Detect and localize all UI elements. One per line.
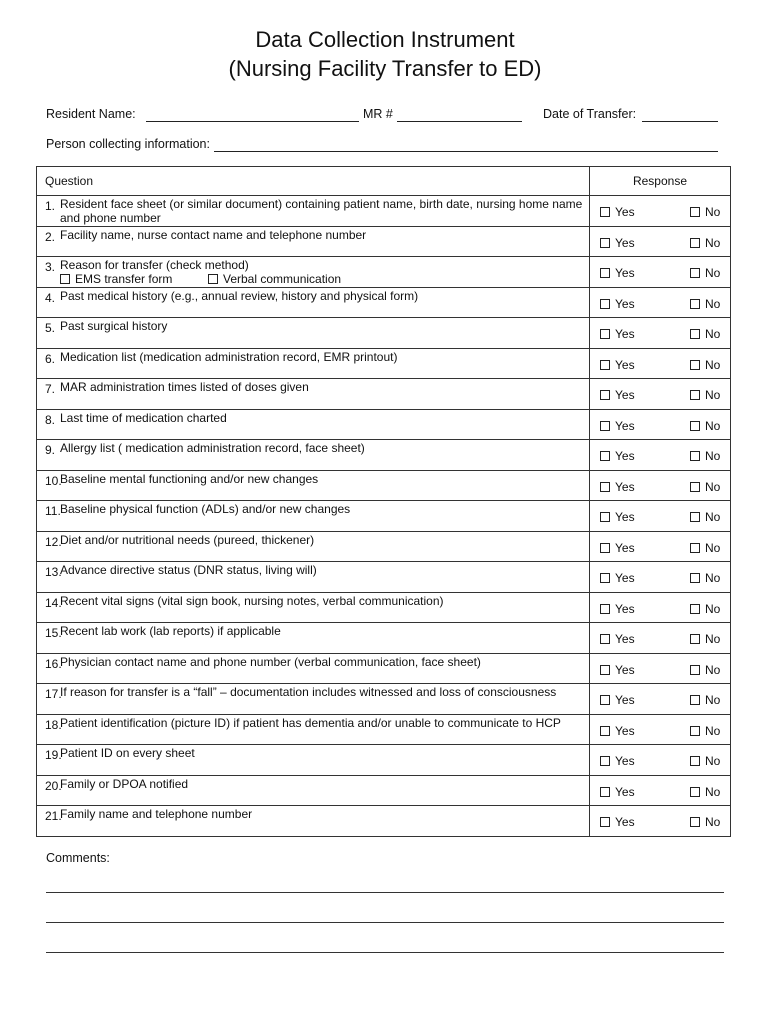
- response-cell: [590, 226, 731, 257]
- no-option[interactable]: [690, 663, 720, 677]
- checkbox-icon[interactable]: [690, 451, 700, 461]
- response-cell: [590, 775, 731, 806]
- question-text: Facility name, nurse contact name and telephone number: [60, 227, 367, 242]
- no-label: No: [705, 327, 721, 341]
- response-cell: [590, 440, 731, 471]
- response-cell: [590, 684, 731, 715]
- yes-label: Yes: [615, 815, 635, 829]
- question-number: 11.: [45, 504, 61, 518]
- checkbox-icon[interactable]: [600, 482, 610, 492]
- question-cell: [37, 470, 590, 501]
- question-cell: [37, 562, 590, 593]
- checkbox-icon[interactable]: [690, 299, 700, 309]
- yes-option[interactable]: [600, 541, 635, 555]
- no-option[interactable]: [690, 510, 720, 524]
- person-collecting-label: Person collecting information:: [46, 137, 210, 151]
- question-cell: [37, 531, 590, 562]
- page-title: [0, 25, 770, 83]
- yes-label: Yes: [615, 601, 635, 616]
- checkbox-icon[interactable]: [600, 695, 610, 705]
- no-label: No: [705, 540, 721, 555]
- question-cell: [37, 257, 590, 288]
- response-cell: [590, 196, 731, 227]
- no-label: No: [705, 388, 721, 402]
- checkbox-icon[interactable]: [600, 634, 610, 644]
- checkbox-icon[interactable]: [600, 451, 610, 461]
- question-number: 18.: [45, 717, 62, 732]
- questions-body: [37, 196, 731, 837]
- no-option[interactable]: [690, 785, 720, 799]
- question-text: Past surgical history: [60, 319, 168, 333]
- question-text: Family name and telephone number: [60, 807, 253, 821]
- question-number: 13.: [45, 565, 62, 579]
- checkbox-icon[interactable]: [600, 360, 610, 370]
- checkbox-icon[interactable]: [600, 421, 610, 431]
- yes-option[interactable]: [600, 724, 635, 738]
- comments-line-1[interactable]: [46, 892, 724, 893]
- yes-label: Yes: [615, 723, 635, 738]
- transfer-method-option[interactable]: [208, 272, 341, 286]
- yes-label: Yes: [615, 388, 635, 402]
- response-cell: [590, 653, 731, 684]
- question-row: [37, 745, 731, 776]
- yes-label: Yes: [615, 327, 635, 341]
- question-number: 6.: [45, 351, 56, 366]
- checkbox-icon[interactable]: [690, 482, 700, 492]
- question-text: Baseline mental functioning and/or new changes: [60, 471, 319, 486]
- question-cell: [37, 409, 590, 440]
- yes-option[interactable]: [600, 602, 635, 616]
- question-row: [37, 684, 731, 715]
- question-text: Family or DPOA notified: [60, 776, 189, 791]
- question-cell: [37, 745, 590, 776]
- checkbox-icon[interactable]: [690, 360, 700, 370]
- question-cell: [37, 318, 590, 349]
- no-label: No: [705, 632, 721, 646]
- transfer-method-option[interactable]: [60, 272, 208, 286]
- question-number: 19.: [45, 748, 62, 762]
- checkbox-icon[interactable]: [600, 268, 610, 278]
- checkbox-icon[interactable]: [600, 299, 610, 309]
- yes-label: Yes: [615, 693, 635, 707]
- no-label: No: [705, 662, 721, 677]
- question-row: [37, 592, 731, 623]
- checkbox-icon[interactable]: [600, 390, 610, 400]
- yes-label: Yes: [615, 571, 635, 585]
- no-option[interactable]: [690, 571, 720, 585]
- no-option[interactable]: [690, 236, 720, 250]
- yes-label: Yes: [615, 235, 635, 250]
- question-row: [37, 531, 731, 562]
- question-row: [37, 318, 731, 349]
- yes-option[interactable]: [600, 419, 635, 433]
- yes-option[interactable]: [600, 388, 635, 402]
- question-row: [37, 379, 731, 410]
- no-option[interactable]: [690, 602, 720, 616]
- question-number: 16.: [45, 656, 62, 671]
- questions-table: [36, 166, 731, 837]
- checkbox-icon[interactable]: [690, 543, 700, 553]
- yes-option[interactable]: [600, 205, 635, 219]
- person-collecting-field[interactable]: [214, 151, 718, 152]
- mr-field[interactable]: [397, 121, 522, 122]
- no-option[interactable]: [690, 754, 720, 768]
- yes-label: Yes: [615, 357, 635, 372]
- question-number: 17.: [45, 687, 62, 701]
- question-row: [37, 257, 731, 288]
- checkbox-icon[interactable]: [690, 512, 700, 522]
- no-option[interactable]: [690, 388, 720, 402]
- yes-label: Yes: [615, 205, 635, 219]
- question-number: 12.: [45, 534, 62, 549]
- yes-label: Yes: [615, 662, 635, 677]
- question-row: [37, 775, 731, 806]
- checkbox-icon[interactable]: [690, 573, 700, 583]
- question-row: [37, 806, 731, 837]
- response-cell: [590, 531, 731, 562]
- no-label: No: [705, 449, 721, 463]
- question-row: [37, 196, 731, 227]
- yes-option[interactable]: [600, 327, 635, 341]
- no-label: No: [705, 357, 721, 372]
- question-text: Reason for transfer (check method): [60, 258, 249, 272]
- yes-option[interactable]: [600, 266, 635, 280]
- question-text: Recent vital signs (vital sign book, nursing notes, verbal communication): [60, 593, 444, 608]
- yes-option[interactable]: [600, 663, 635, 677]
- checkbox-icon[interactable]: [690, 390, 700, 400]
- no-option[interactable]: [690, 266, 720, 280]
- no-label: No: [705, 815, 721, 829]
- no-option[interactable]: [690, 693, 720, 707]
- checkbox-icon[interactable]: [690, 817, 700, 827]
- checkbox-icon[interactable]: [600, 573, 610, 583]
- question-row: [37, 470, 731, 501]
- response-cell: [590, 562, 731, 593]
- question-text: Advance directive status (DNR status, living will): [60, 563, 317, 577]
- no-label: No: [705, 723, 721, 738]
- question-number: 5.: [45, 321, 56, 335]
- yes-option[interactable]: [600, 571, 635, 585]
- question-cell: [37, 714, 590, 745]
- no-option[interactable]: [690, 419, 720, 433]
- comments-label: Comments:: [46, 851, 110, 865]
- comments-line-2[interactable]: [46, 922, 724, 923]
- question-row: [37, 501, 731, 532]
- question-column-header: Question: [37, 167, 590, 196]
- response-cell: [590, 470, 731, 501]
- no-option[interactable]: [690, 541, 720, 555]
- resident-name-field[interactable]: [146, 121, 359, 122]
- question-cell: [37, 379, 590, 410]
- question-text: Allergy list ( medication administration record, face sheet): [60, 441, 365, 455]
- yes-label: Yes: [615, 449, 635, 463]
- question-row: [37, 348, 731, 379]
- checkbox-icon[interactable]: [600, 543, 610, 553]
- response-cell: [590, 501, 731, 532]
- no-label: No: [705, 266, 721, 280]
- response-cell: [590, 318, 731, 349]
- checkbox-icon[interactable]: [690, 329, 700, 339]
- checkbox-icon[interactable]: [690, 695, 700, 705]
- response-cell: [590, 287, 731, 318]
- question-cell: [37, 287, 590, 318]
- yes-label: Yes: [615, 296, 635, 311]
- no-label: No: [705, 571, 721, 585]
- checkbox-icon[interactable]: [600, 726, 610, 736]
- question-text: Medication list (medication administration record, EMR printout): [60, 349, 398, 364]
- checkbox-icon[interactable]: [690, 665, 700, 675]
- checkbox-icon[interactable]: [600, 604, 610, 614]
- question-text: Patient ID on every sheet: [60, 746, 195, 760]
- checkbox-icon[interactable]: [690, 787, 700, 797]
- checkbox-icon[interactable]: [60, 274, 70, 284]
- question-row: [37, 287, 731, 318]
- question-cell: [37, 775, 590, 806]
- question-number: 8.: [45, 412, 56, 427]
- question-text: If reason for transfer is a “fall” – documentation includes witnessed and loss of consciousness: [60, 685, 557, 699]
- response-column-header: Response: [590, 167, 731, 196]
- checkbox-icon[interactable]: [600, 238, 610, 248]
- response-cell: [590, 714, 731, 745]
- checkbox-icon[interactable]: [600, 817, 610, 827]
- yes-label: Yes: [615, 510, 635, 524]
- yes-option[interactable]: [600, 236, 635, 250]
- question-number: 14.: [45, 595, 62, 610]
- no-option[interactable]: [690, 358, 720, 372]
- question-row: [37, 226, 731, 257]
- yes-option[interactable]: [600, 480, 635, 494]
- yes-label: Yes: [615, 418, 635, 433]
- checkbox-icon[interactable]: [690, 726, 700, 736]
- no-option[interactable]: [690, 480, 720, 494]
- question-text: Physician contact name and phone number (verbal communication, face sheet): [60, 654, 481, 669]
- no-label: No: [705, 693, 721, 707]
- yes-option[interactable]: [600, 815, 635, 829]
- question-text: Patient identification (picture ID) if patient has dementia and/or unable to communicate to HCP: [60, 715, 561, 730]
- question-cell: [37, 440, 590, 471]
- no-label: No: [705, 479, 721, 494]
- yes-label: Yes: [615, 479, 635, 494]
- no-label: No: [705, 205, 721, 219]
- title-line-2: (Nursing Facility Transfer to ED): [228, 56, 542, 81]
- yes-option[interactable]: [600, 693, 635, 707]
- mr-label: MR #: [363, 107, 393, 121]
- question-cell: [37, 653, 590, 684]
- checkbox-icon[interactable]: [600, 665, 610, 675]
- checkbox-icon[interactable]: [690, 207, 700, 217]
- question-number: 21.: [45, 809, 62, 823]
- question-cell: [37, 501, 590, 532]
- date-of-transfer-label: Date of Transfer:: [543, 107, 637, 121]
- no-label: No: [705, 418, 721, 433]
- yes-label: Yes: [615, 784, 635, 799]
- question-row: [37, 409, 731, 440]
- table-header-row: [37, 167, 731, 196]
- yes-option[interactable]: [600, 297, 635, 311]
- question-text: MAR administration times listed of doses given: [60, 380, 309, 394]
- transfer-method-label: Verbal communication: [223, 272, 342, 286]
- question-row: [37, 623, 731, 654]
- no-option[interactable]: [690, 632, 720, 646]
- response-cell: [590, 257, 731, 288]
- question-text: Recent lab work (lab reports) if applicable: [60, 624, 281, 638]
- checkbox-icon[interactable]: [690, 238, 700, 248]
- question-number: 4.: [45, 290, 56, 305]
- response-cell: [590, 623, 731, 654]
- yes-option[interactable]: [600, 358, 635, 372]
- question-row: [37, 562, 731, 593]
- checkbox-icon[interactable]: [690, 268, 700, 278]
- yes-label: Yes: [615, 540, 635, 555]
- no-label: No: [705, 784, 721, 799]
- yes-option[interactable]: [600, 785, 635, 799]
- question-cell: [37, 348, 590, 379]
- no-option[interactable]: [690, 449, 720, 463]
- response-cell: [590, 379, 731, 410]
- checkbox-icon[interactable]: [600, 756, 610, 766]
- response-cell: [590, 745, 731, 776]
- checkbox-icon[interactable]: [690, 634, 700, 644]
- no-label: No: [705, 510, 721, 524]
- response-cell: [590, 806, 731, 837]
- question-text: Diet and/or nutritional needs (pureed, thickener): [60, 532, 315, 547]
- checkbox-icon[interactable]: [690, 604, 700, 614]
- question-text: Past medical history (e.g., annual review, history and physical form): [60, 288, 419, 303]
- yes-label: Yes: [615, 632, 635, 646]
- response-cell: [590, 592, 731, 623]
- question-cell: [37, 226, 590, 257]
- question-row: [37, 440, 731, 471]
- yes-option[interactable]: [600, 754, 635, 768]
- no-option[interactable]: [690, 297, 720, 311]
- response-cell: [590, 348, 731, 379]
- yes-label: Yes: [615, 754, 635, 768]
- resident-name-label: Resident Name:: [46, 107, 136, 121]
- comments-line-3[interactable]: [46, 952, 724, 953]
- checkbox-icon[interactable]: [600, 207, 610, 217]
- question-number: 7.: [45, 382, 56, 396]
- title-line-1: Data Collection Instrument: [255, 27, 515, 52]
- question-cell: [37, 592, 590, 623]
- checkbox-icon[interactable]: [600, 329, 610, 339]
- question-cell: [37, 623, 590, 654]
- checkbox-icon[interactable]: [690, 421, 700, 431]
- question-cell: [37, 806, 590, 837]
- question-cell: [37, 196, 590, 227]
- no-option[interactable]: [690, 724, 720, 738]
- question-cell: [37, 684, 590, 715]
- question-number: 3.: [45, 260, 56, 274]
- question-number: 2.: [45, 229, 56, 244]
- checkbox-icon[interactable]: [208, 274, 218, 284]
- question-number: 10.: [45, 473, 62, 488]
- transfer-method-label: EMS transfer form: [75, 272, 173, 286]
- yes-option[interactable]: [600, 632, 635, 646]
- question-text: Baseline physical function (ADLs) and/or new changes: [60, 502, 351, 516]
- question-number: 9.: [45, 443, 56, 457]
- yes-label: Yes: [615, 266, 635, 280]
- question-row: [37, 714, 731, 745]
- no-option[interactable]: [690, 327, 720, 341]
- transfer-method-options: [60, 272, 589, 286]
- no-label: No: [705, 601, 721, 616]
- yes-option[interactable]: [600, 449, 635, 463]
- yes-option[interactable]: [600, 510, 635, 524]
- checkbox-icon[interactable]: [600, 512, 610, 522]
- checkbox-icon[interactable]: [600, 787, 610, 797]
- no-label: No: [705, 235, 721, 250]
- no-label: No: [705, 296, 721, 311]
- question-text: Resident face sheet (or similar document) containing patient name, birth date, nursing home name and phone number: [60, 197, 583, 225]
- question-row: [37, 653, 731, 684]
- question-number: 20.: [45, 778, 62, 793]
- date-of-transfer-field[interactable]: [642, 121, 718, 122]
- no-option[interactable]: [690, 815, 720, 829]
- question-number: 1.: [45, 199, 56, 213]
- no-label: No: [705, 754, 721, 768]
- no-option[interactable]: [690, 205, 720, 219]
- response-cell: [590, 409, 731, 440]
- question-text: Last time of medication charted: [60, 410, 227, 425]
- checkbox-icon[interactable]: [690, 756, 700, 766]
- question-number: 15.: [45, 626, 62, 640]
